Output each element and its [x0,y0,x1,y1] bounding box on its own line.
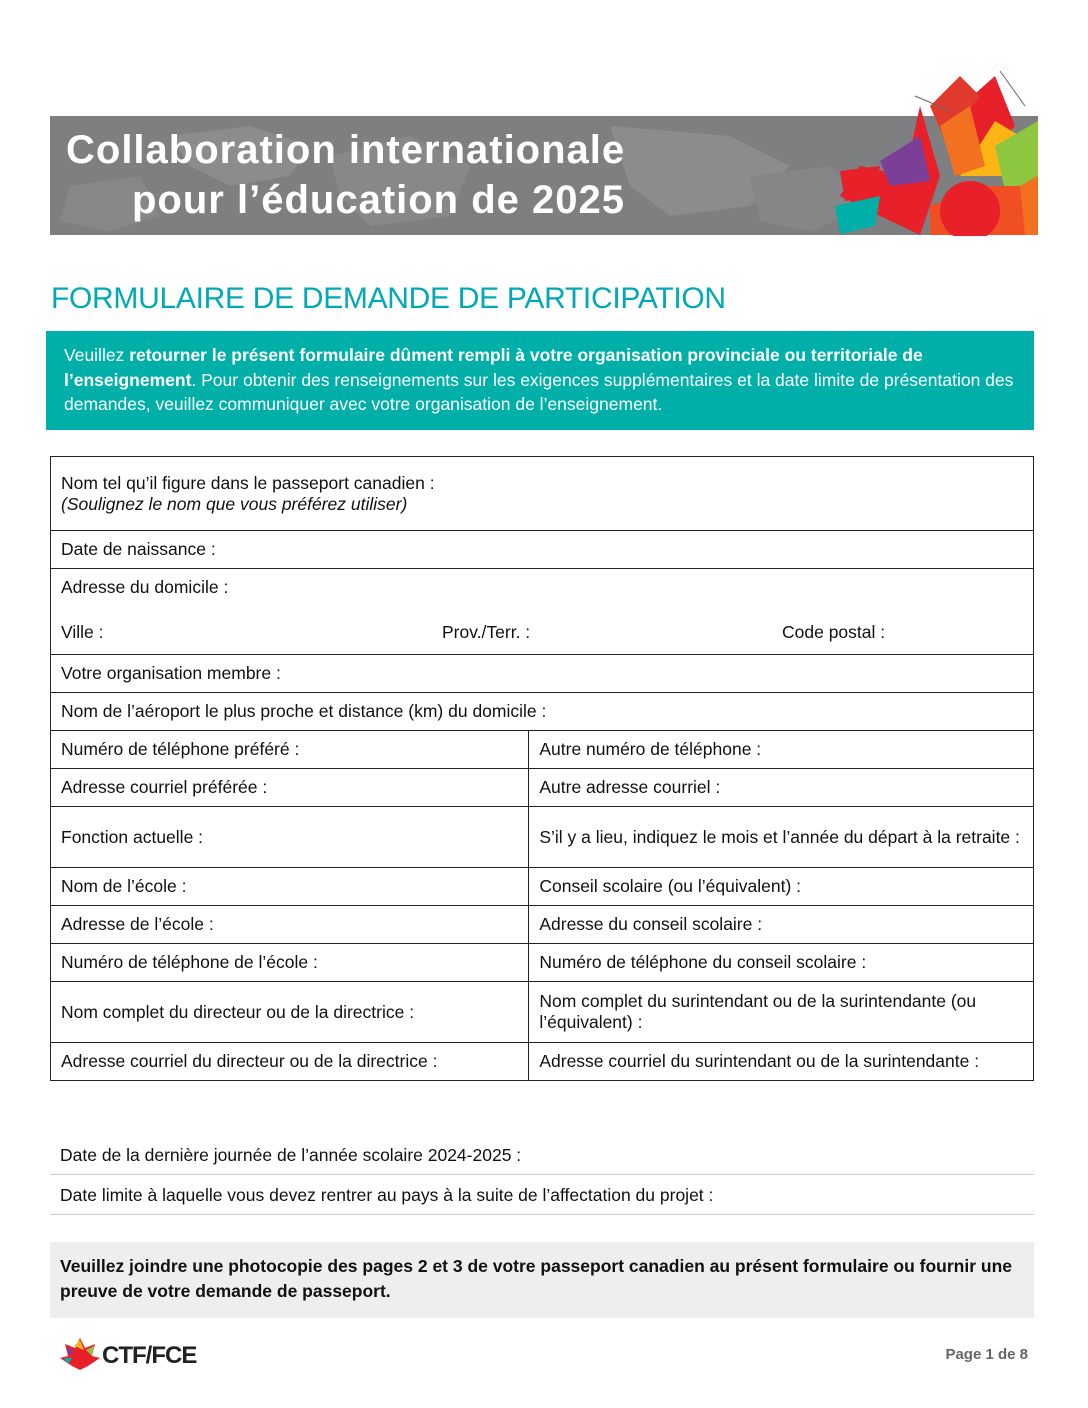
board-phone-label: Numéro de téléphone du conseil scolaire : [539,952,867,972]
last-school-day-field[interactable] [50,1135,1034,1175]
retirement-field[interactable] [529,807,1034,868]
school-board-field[interactable] [529,868,1034,906]
intro-bold-text: retourner le présent formulaire dûment rempli à votre organisation provinciale ou territoriale de l’enseignement [64,345,923,390]
intro-suffix: . Pour obtenir des renseignements sur les exigences supplémentaires et la date limite de présentation des demandes, veuillez communiquer avec votre organisation de l’enseignement. [64,369,1014,414]
phone-pref-field[interactable] [51,731,529,769]
school-address-field[interactable] [51,906,529,944]
name-hint: (Soulignez le nom que vous préférez utiliser) [61,493,408,514]
position-field[interactable] [51,807,529,868]
return-deadline-field[interactable] [50,1175,1034,1215]
email-pref-field[interactable] [51,769,529,807]
name-field[interactable] [51,457,1034,531]
superintendent-email-label: Adresse courriel du surintendant ou de la surintendante : [539,1051,980,1071]
superintendent-name-label: Nom complet du surintendant ou de la surintendante (ou l’équivalent) : [539,991,977,1032]
email-alt-label: Autre adresse courriel : [539,777,721,797]
last-school-day-label: Date de la dernière journée de l’année scolaire 2024-2025 : [60,1145,522,1165]
ctf-logo [60,1336,197,1372]
phone-pref-label: Numéro de téléphone préféré : [61,739,300,759]
member-org-label: Votre organisation membre : [61,663,281,683]
home-address-label: Adresse du domicile : [61,577,229,597]
email-pref-label: Adresse courriel préférée : [61,777,268,797]
airport-label: Nom de l’aéroport le plus proche et distance (km) du domicile : [61,701,547,721]
ctf-leaf-icon [60,1336,100,1372]
intro-box [46,331,1034,430]
home-address-field[interactable] [51,569,1034,655]
passport-note: Veuillez joindre une photocopie des pages 2 et 3 de votre passeport canadien au présent formulaire ou fournir une preuve de votre demande de passeport. [50,1242,1034,1318]
member-org-field[interactable] [51,655,1034,693]
city-label: Ville : [61,622,104,642]
board-address-label: Adresse du conseil scolaire : [539,914,763,934]
page-number: Page 1 de 8 [945,1346,1028,1363]
principal-email-field[interactable] [51,1043,529,1081]
board-phone-field[interactable] [529,944,1034,982]
phone-alt-label: Autre numéro de téléphone : [539,739,762,759]
return-deadline-label: Date limite à laquelle vous devez rentrer au pays à la suite de l’affectation du projet : [60,1185,714,1205]
birth-date-field[interactable] [51,531,1034,569]
principal-name-field[interactable] [51,982,529,1043]
ctf-logo-text: CTF/FCE [102,1342,197,1369]
principal-email-label: Adresse courriel du directeur ou de la directrice : [61,1051,438,1071]
superintendent-name-field[interactable] [529,982,1034,1043]
position-label: Fonction actuelle : [61,826,204,847]
birth-date-label: Date de naissance : [61,539,216,559]
application-form-table [50,456,1034,1081]
postal-code-label: Code postal : [782,622,886,642]
superintendent-email-field[interactable] [529,1043,1034,1081]
school-name-field[interactable] [51,868,529,906]
board-address-field[interactable] [529,906,1034,944]
email-alt-field[interactable] [529,769,1034,807]
retirement-label: S’il y a lieu, indiquez le mois et l’année du départ à la retraite : [539,826,1020,847]
school-address-label: Adresse de l’école : [61,914,214,934]
school-board-label: Conseil scolaire (ou l’équivalent) : [539,876,801,896]
school-phone-label: Numéro de téléphone de l’école : [61,952,318,972]
banner-title-line2: pour l’éducation de 2025 [132,178,626,222]
airport-field[interactable] [51,693,1034,731]
phone-alt-field[interactable] [529,731,1034,769]
school-name-label: Nom de l’école : [61,876,187,896]
intro-prefix: Veuillez [64,345,130,365]
maple-leaf-logo-icon [820,66,1038,236]
banner-title-line1: Collaboration internationale [66,128,626,172]
name-label: Nom tel qu’il figure dans le passeport canadien : [61,472,435,493]
school-phone-field[interactable] [51,944,529,982]
province-label: Prov./Terr. : [442,622,531,642]
form-heading: FORMULAIRE DE DEMANDE DE PARTICIPATION [51,282,726,315]
principal-name-label: Nom complet du directeur ou de la directrice : [61,1001,415,1022]
